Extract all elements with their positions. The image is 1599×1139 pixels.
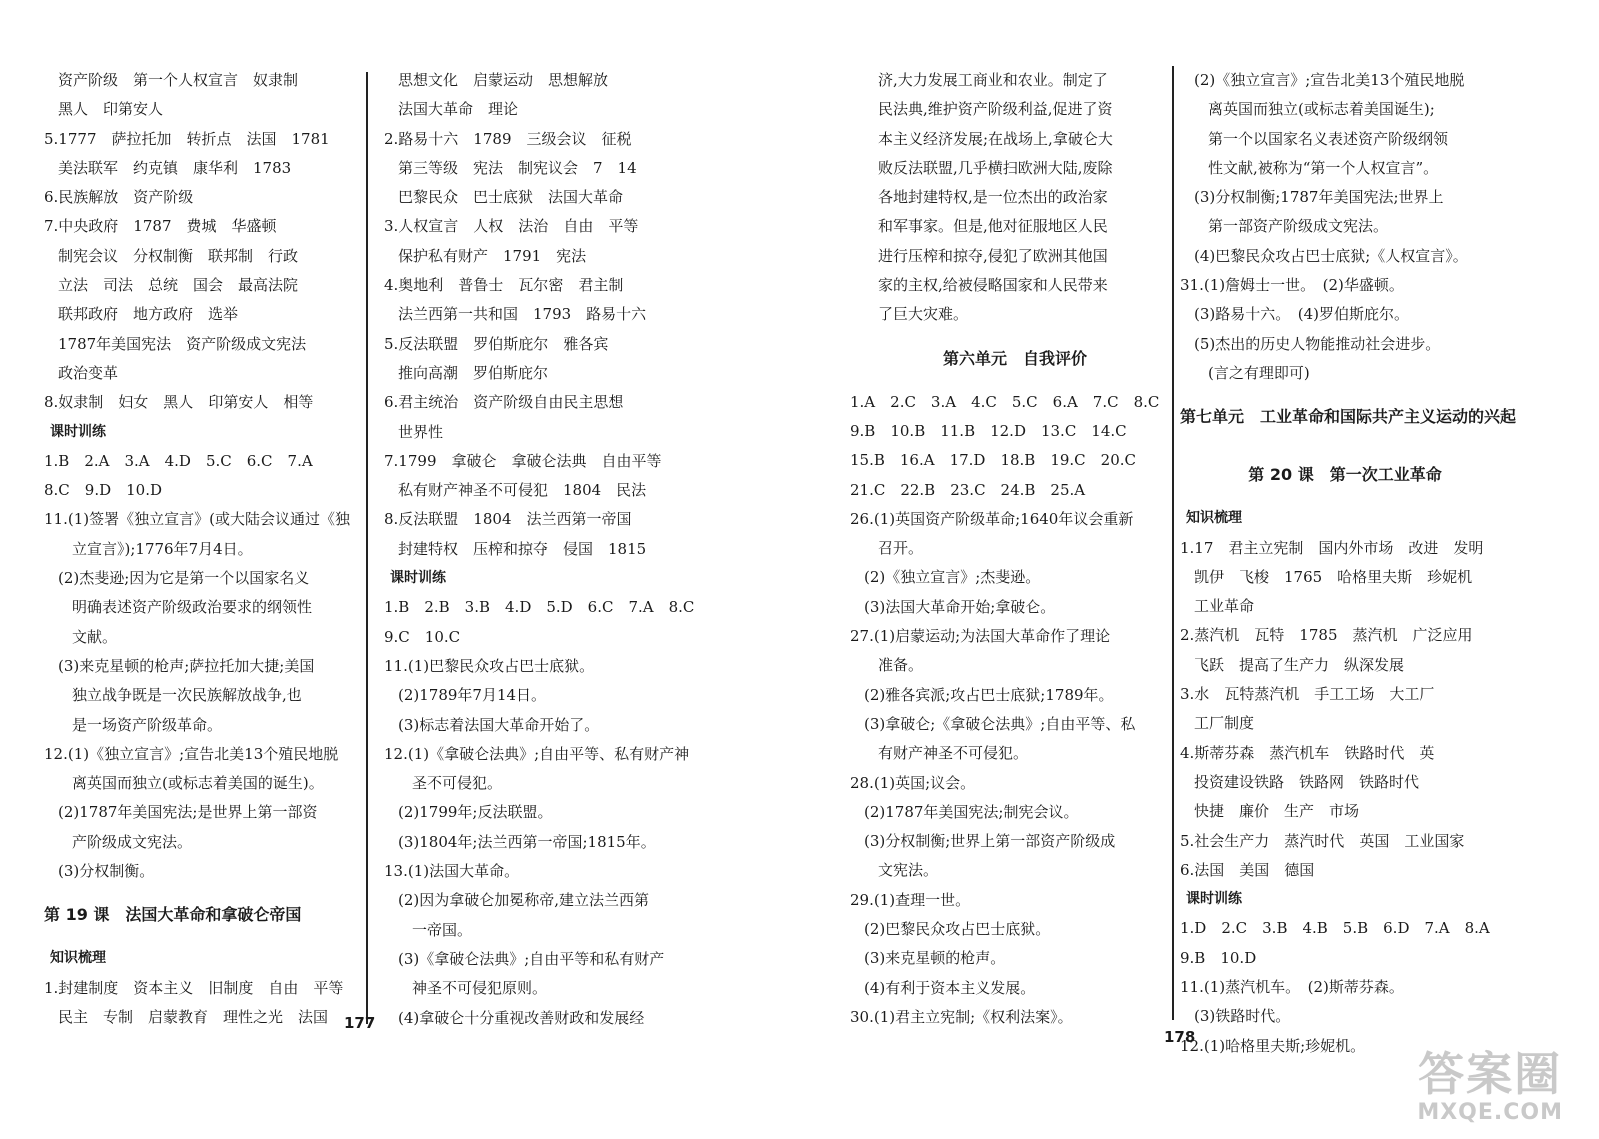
answer-line: 立法 司法 总统 国会 最高法院 <box>58 276 299 295</box>
answer-line: 投资建设铁路 铁路网 铁路时代 <box>1194 772 1420 791</box>
answer-line: 了巨大灾难。 <box>878 305 969 324</box>
answer-line: 离英国而独立(或标志着美国诞生); <box>1208 100 1435 119</box>
answer-line: 6.民族解放 资产阶级 <box>44 188 194 207</box>
right-page-column-2 <box>1180 66 1517 1061</box>
answer-line: 第一个以国家名义表述资产阶级纲领 <box>1208 129 1449 148</box>
answer-line: 11.(1)巴黎民众攻占巴士底狱。 <box>384 656 595 675</box>
answer-line: 2.路易十六 1789 三级会议 征税 <box>384 129 632 148</box>
answer-line: 思想文化 启蒙运动 思想解放 <box>398 71 609 89</box>
answer-line: 民法典,维护资产阶级利益,促进了资 <box>878 100 1113 119</box>
answer-line: 31.(1)詹姆士一世。 (2)华盛顿。 <box>1180 276 1404 295</box>
answer-line: 政治变革 <box>58 363 119 382</box>
answer-line: 保护私有财产 1791 宪法 <box>398 246 587 265</box>
answer-line: 本主义经济发展;在战场上,拿破仑大 <box>878 129 1113 148</box>
answer-line: 1.B 2.B 3.B 4.D 5.D 6.C 7.A 8.C <box>384 598 695 617</box>
answer-line: 13.(1)法国大革命。 <box>384 862 520 881</box>
answer-line: 飞跃 提高了生产力 纵深发展 <box>1194 655 1405 674</box>
answer-line: 1.D 2.C 3.B 4.B 5.B 6.D 7.A 8.A <box>1180 919 1490 938</box>
answer-line: 美法联军 约克镇 康华利 1783 <box>58 158 292 177</box>
section-title: 第七单元 工业革命和国际共产主义运动的兴起 <box>1180 407 1517 427</box>
answer-line: 30.(1)君主立宪制;《权利法案》。 <box>850 1007 1073 1026</box>
answer-line: (3)来克星顿的枪声。 <box>864 949 1006 968</box>
answer-line: (2)1787年美国宪法;是世界上第一部资 <box>58 803 318 822</box>
answer-line: 推向高潮 罗伯斯庇尔 <box>398 363 549 382</box>
answer-line: 5.反法联盟 罗伯斯庇尔 雅各宾 <box>384 334 609 353</box>
answer-line: 黑人 印第安人 <box>58 100 164 119</box>
answer-line: (2)1789年7月14日。 <box>398 686 547 705</box>
answer-line: 9.B 10.B 11.B 12.D 13.C 14.C <box>850 421 1127 440</box>
watermark-logo: 答案圈 <box>1418 1047 1563 1101</box>
answer-line: 私有财产神圣不可侵犯 1804 民法 <box>398 481 647 500</box>
answer-line: 封建特权 压榨和掠夺 侵国 1815 <box>398 539 647 558</box>
section-heading: 知识梳理 <box>1186 510 1242 527</box>
answer-line: (5)杰出的历史人物能推动社会进步。 <box>1194 334 1441 353</box>
answer-line: 9.C 10.C <box>384 627 461 646</box>
answer-line: 1.B 2.A 3.A 4.D 5.C 6.C 7.A <box>44 451 313 470</box>
answer-line: 快捷 廉价 生产 市场 <box>1194 802 1360 821</box>
column-divider-left <box>366 72 368 1024</box>
answer-line: 圣不可侵犯。 <box>412 774 503 793</box>
answer-line: 资产阶级 第一个人权宣言 奴隶制 <box>58 71 299 89</box>
section-title: 第 20 课 第一次工业革命 <box>1248 465 1442 485</box>
answer-line: 巴黎民众 巴士底狱 法国大革命 <box>398 188 624 207</box>
answer-line: 8.奴隶制 妇女 黑人 印第安人 相等 <box>44 393 314 412</box>
answer-line: (2)1787年美国宪法;制宪会议。 <box>864 802 1079 821</box>
answer-line: (2)因为拿破仑加冕称帝,建立法兰西第 <box>398 891 650 910</box>
answer-line: 29.(1)查理一世。 <box>850 890 971 909</box>
answer-line: 进行压榨和掠夺,侵犯了欧洲其他国 <box>878 246 1108 265</box>
answer-line: 2.蒸汽机 瓦特 1785 蒸汽机 广泛应用 <box>1180 626 1473 645</box>
answer-line: 第一部资产阶级成文宪法。 <box>1208 217 1389 236</box>
answer-line: (3)来克星顿的枪声;萨拉托加大捷;美国 <box>58 656 315 675</box>
answer-line: 11.(1)签署《独立宣言》(或大陆会议通过《独 <box>44 510 350 529</box>
answer-line: 5.社会生产力 蒸汽时代 英国 工业国家 <box>1180 831 1465 850</box>
right-page-column-1 <box>850 66 1180 1032</box>
answer-line: 7.中央政府 1787 费城 华盛顿 <box>44 217 277 236</box>
left-page-column-1 <box>44 66 364 1032</box>
answer-line: 15.B 16.A 17.D 18.B 19.C 20.C <box>850 451 1136 470</box>
section-title: 第六单元 自我评价 <box>942 348 1087 368</box>
answer-line: 独立战争既是一次民族解放战争,也 <box>72 686 302 705</box>
answer-line: 立宣言》);1776年7月4日。 <box>72 539 253 558</box>
answer-line: 9.B 10.D <box>1180 948 1257 967</box>
answer-line: 和军事家。但是,他对征服地区人民 <box>878 217 1108 236</box>
answer-line: 是一场资产阶级革命。 <box>72 715 223 734</box>
answer-line: 家的主权,给被侵略国家和人民带来 <box>878 276 1108 295</box>
answer-line: 26.(1)英国资产阶级革命;1640年议会重新 <box>850 509 1134 528</box>
answer-line: 工业革命 <box>1194 597 1255 616</box>
answer-line: 第三等级 宪法 制宪议会 7 14 <box>398 158 637 177</box>
answer-line: (2)1799年;反法联盟。 <box>398 803 553 822</box>
left-page-column-2 <box>384 66 714 1033</box>
answer-line: (言之有理即可) <box>1208 363 1310 382</box>
answer-line: (2)《独立宣言》;杰斐逊。 <box>864 568 1041 587</box>
page-number-178: 178 <box>1164 1028 1196 1046</box>
answer-line: 3.人权宣言 人权 法治 自由 平等 <box>384 217 639 236</box>
answer-line: (2)《独立宣言》;宣告北美13个殖民地脱 <box>1194 71 1465 89</box>
page-number-177: 177 <box>344 1014 376 1032</box>
answer-line: 7.1799 拿破仑 拿破仑法典 自由平等 <box>384 451 662 470</box>
answer-line: 12.(1)《拿破仑法典》;自由平等、私有财产神 <box>384 744 690 763</box>
answer-line: 离英国而独立(或标志着美国的诞生)。 <box>72 774 324 793</box>
answer-line: 1787年美国宪法 资产阶级成文宪法 <box>58 334 307 353</box>
answer-line: 6.君主统治 资产阶级自由民主思想 <box>384 393 624 412</box>
answer-line: 8.C 9.D 10.D <box>44 481 163 500</box>
answer-line: (2)雅各宾派;攻占巴士底狱;1789年。 <box>864 685 1114 704</box>
answer-line: 准备。 <box>878 656 924 675</box>
section-heading: 课时训练 <box>1186 891 1242 908</box>
answer-line: (3)标志着法国大革命开始了。 <box>398 715 600 734</box>
answer-line: 12.(1)哈格里夫斯;珍妮机。 <box>1180 1036 1366 1055</box>
answer-line: (3)分权制衡。 <box>58 862 155 881</box>
answer-line: 凯伊 飞梭 1765 哈格里夫斯 珍妮机 <box>1194 567 1473 586</box>
answer-line: 明确表述资产阶级政治要求的纲领性 <box>72 598 313 617</box>
answer-line: 1.17 君主立宪制 国内外市场 改进 发明 <box>1180 538 1484 557</box>
watermark <box>1417 1048 1563 1125</box>
answer-line: (4)拿破仑十分重视改善财政和发展经 <box>398 1008 645 1027</box>
section-heading: 课时训练 <box>390 570 446 587</box>
column-divider-right <box>1172 66 1174 1020</box>
section-title: 第 19 课 法国大革命和拿破仑帝国 <box>44 905 302 925</box>
answer-line: 制宪会议 分权制衡 联邦制 行政 <box>58 246 299 265</box>
answer-line: 文宪法。 <box>878 861 939 880</box>
answer-line: 联邦政府 地方政府 选举 <box>58 305 239 324</box>
answer-line: 济,大力发展工商业和农业。制定了 <box>878 71 1108 89</box>
answer-line: 工厂制度 <box>1194 714 1255 733</box>
answer-line: (3)路易十六。 (4)罗伯斯庇尔。 <box>1194 305 1409 324</box>
answer-line: 法兰西第一共和国 1793 路易十六 <box>398 305 647 324</box>
section-heading: 知识梳理 <box>50 950 106 967</box>
answer-line: (3)《拿破仑法典》;自由平等和私有财产 <box>398 949 665 968</box>
answer-line: 产阶级成文宪法。 <box>72 832 193 851</box>
answer-line: (2)巴黎民众攻占巴士底狱。 <box>864 920 1051 939</box>
answer-line: 11.(1)蒸汽机车。 (2)斯蒂芬森。 <box>1180 978 1404 997</box>
answer-line: (4)巴黎民众攻占巴士底狱;《人权宣言》。 <box>1194 246 1468 265</box>
answer-line: (3)拿破仑;《拿破仑法典》;自由平等、私 <box>864 714 1136 733</box>
answer-line: 12.(1)《独立宣言》;宣告北美13个殖民地脱 <box>44 744 339 763</box>
answer-line: 4.斯蒂芬森 蒸汽机车 铁路时代 英 <box>1180 743 1435 762</box>
answer-line: 各地封建特权,是一位杰出的政治家 <box>878 188 1108 207</box>
answer-line: 6.法国 美国 德国 <box>1180 860 1315 879</box>
answer-line: (3)1804年;法兰西第一帝国;1815年。 <box>398 832 656 851</box>
answer-line: 1.A 2.C 3.A 4.C 5.C 6.A 7.C 8.C <box>850 392 1160 411</box>
answer-line: 8.反法联盟 1804 法兰西第一帝国 <box>384 510 632 529</box>
answer-line: 世界性 <box>398 422 444 441</box>
answer-line: (3)铁路时代。 <box>1194 1007 1291 1026</box>
answer-line: 文献。 <box>72 627 118 646</box>
answer-line: 5.1777 萨拉托加 转折点 法国 1781 <box>44 129 330 148</box>
answer-line: 法国大革命 理论 <box>398 100 519 119</box>
answer-line: 4.奥地利 普鲁士 瓦尔密 君主制 <box>384 276 624 295</box>
answer-line: 1.封建制度 资本主义 旧制度 自由 平等 <box>44 978 344 997</box>
answer-line: (3)分权制衡;1787年美国宪法;世界上 <box>1194 188 1444 207</box>
section-heading: 课时训练 <box>50 423 106 440</box>
answer-line: (4)有利于资本主义发展。 <box>864 978 1036 997</box>
answer-line: 27.(1)启蒙运动;为法国大革命作了理论 <box>850 627 1111 646</box>
answer-line: (2)杰斐逊;因为它是第一个以国家名义 <box>58 569 310 588</box>
watermark-url: MXQE.COM <box>1417 1100 1563 1125</box>
answer-line: 民主 专制 启蒙教育 理性之光 法国 <box>58 1007 329 1026</box>
answer-line: 3.水 瓦特蒸汽机 手工工场 大工厂 <box>1180 685 1435 704</box>
answer-line: 一帝国。 <box>412 920 473 939</box>
answer-line: 召开。 <box>878 539 924 558</box>
answer-line: 神圣不可侵犯原则。 <box>412 979 548 998</box>
answer-line: 性文献,被称为“第一个人权宣言”。 <box>1208 158 1439 177</box>
answer-line: 有财产神圣不可侵犯。 <box>878 744 1029 763</box>
answer-line: 21.C 22.B 23.C 24.B 25.A <box>850 480 1086 499</box>
answer-line: (3)法国大革命开始;拿破仑。 <box>864 597 1056 616</box>
answer-line: (3)分权制衡;世界上第一部资产阶级成 <box>864 832 1116 851</box>
answer-line: 败反法联盟,几乎横扫欧洲大陆,废除 <box>878 158 1113 177</box>
answer-line: 28.(1)英国;议会。 <box>850 773 976 792</box>
